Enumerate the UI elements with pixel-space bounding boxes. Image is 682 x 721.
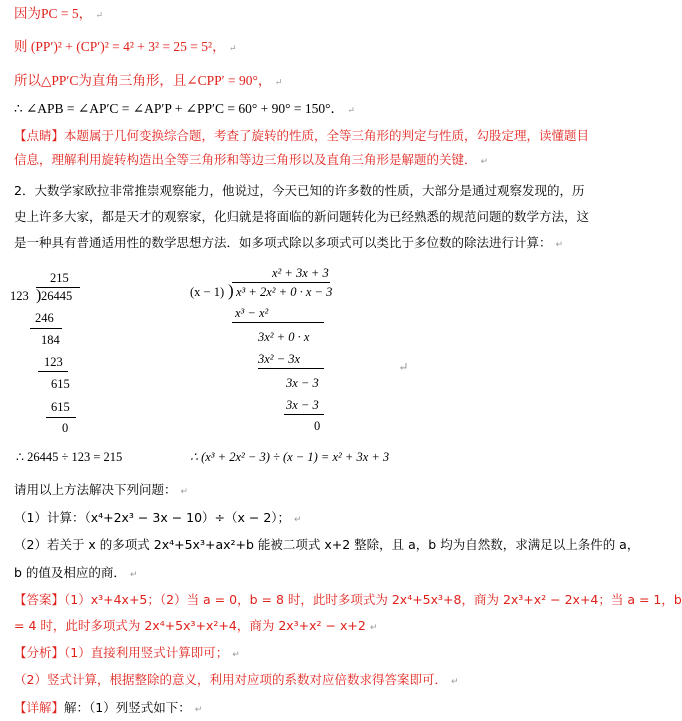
problem-2-line-3: 是一种具有普通适用性的数学思想方法．如多项式除以多项式可以类比于多位数的除法进行计算： ↵ (14, 235, 564, 250)
proof-line-2: 则 (PP′)² + (CP′)² = 4² + 3² = 25 = 5²， ↵ (14, 39, 237, 54)
poly-conclusion: ∴ (x³ + 2x² − 3) ÷ (x − 1) = x² + 3x + 3 (190, 450, 390, 464)
num-step-3: 123 (44, 355, 63, 369)
comment-line-2: 信息，理解利用旋转构造出全等三角形和等边三角形以及直角三角形是解题的关键． ↵ (14, 152, 489, 167)
analysis-line-2: （2）竖式计算，根据整除的意义，利用对应项的系数对应倍数求得答案即可． ↵ (14, 672, 459, 687)
num-step-2: 184 (41, 333, 60, 347)
analysis-line-1: 【分析】（1）直接利用竖式计算即可； ↵ (14, 645, 240, 660)
poly-divisor: (x − 1) (190, 285, 225, 299)
question-1: （1）计算：（x⁴+2x³ − 3x − 10）÷（x − 2）； ↵ (14, 510, 302, 525)
problem-2-line-2: 史上许多大家，都是天才的观察家，化归就是将面临的新问题转化为已经熟悉的规范问题的数学方法，这 (14, 209, 590, 224)
problem-2-line-1: 2．大数学家欧拉非常推崇观察能力，他说过，今天已知的许多数的性质，大部分是通过观察发现的，历 (14, 183, 585, 198)
poly-step-2: 3x² + 0 · x (258, 330, 310, 344)
comment-line-1: 【点睛】本题属于几何变换综合题，考查了旋转的性质，全等三角形的判定与性质，勾股定理，读懂题目 (14, 128, 590, 143)
proof-line-1: 因为PC = 5， ↵ (14, 6, 104, 21)
questions-intro: 请用以上方法解决下列问题： ↵ (14, 482, 189, 497)
proof-line-4: ∴ ∠APB = ∠AP′C = ∠AP′P + ∠PP′C = 60° + 90° = 150°． ↵ (14, 101, 355, 116)
num-step-5: 615 (51, 400, 70, 414)
num-dividend: 26445 (41, 289, 73, 303)
poly-step-4: 3x − 3 (286, 376, 319, 390)
poly-step-1: x³ − x² (235, 306, 269, 320)
answer-line-1: 【答案】（1）x³+4x+5；（2）当 a = 0，b = 8 时，此时多项式为 2x⁴+5x³+8，商为 2x³+x² − 2x+4；当 a = 1，b (14, 592, 682, 607)
question-2-line-1: （2）若关于 x 的多项式 2x⁴+5x³+ax²+b 能被二项式 x+2 整除，且 a，b 均为自然数，求满足以上条件的 a， (14, 537, 640, 552)
num-step-1: 246 (35, 311, 54, 325)
num-quotient: 215 (50, 271, 69, 285)
proof-line-3: 所以△PP′C为直角三角形，且∠CPP′ = 90°， ↵ (14, 73, 283, 88)
answer-line-2: = 4 时，此时多项式为 2x⁴+5x³+x²+4，商为 2x³+x² − x+2 ↵ (14, 618, 378, 633)
question-2-line-2: b 的值及相应的商． ↵ (14, 565, 138, 580)
num-conclusion: ∴ 26445 ÷ 123 = 215 (16, 450, 123, 464)
num-step-4: 615 (51, 377, 70, 391)
poly-step-5: 3x − 3 (286, 398, 319, 412)
detail-line-1: 【详解】解：（1）列竖式如下： ↵ (14, 700, 203, 715)
poly-step-3: 3x² − 3x (258, 352, 301, 366)
num-step-6: 0 (62, 421, 69, 435)
poly-quotient: x² + 3x + 3 (272, 266, 329, 280)
poly-step-6: 0 (314, 419, 321, 433)
poly-dividend: x³ + 2x² + 0 · x − 3 (236, 285, 333, 299)
num-divisor: 123 (10, 289, 29, 303)
